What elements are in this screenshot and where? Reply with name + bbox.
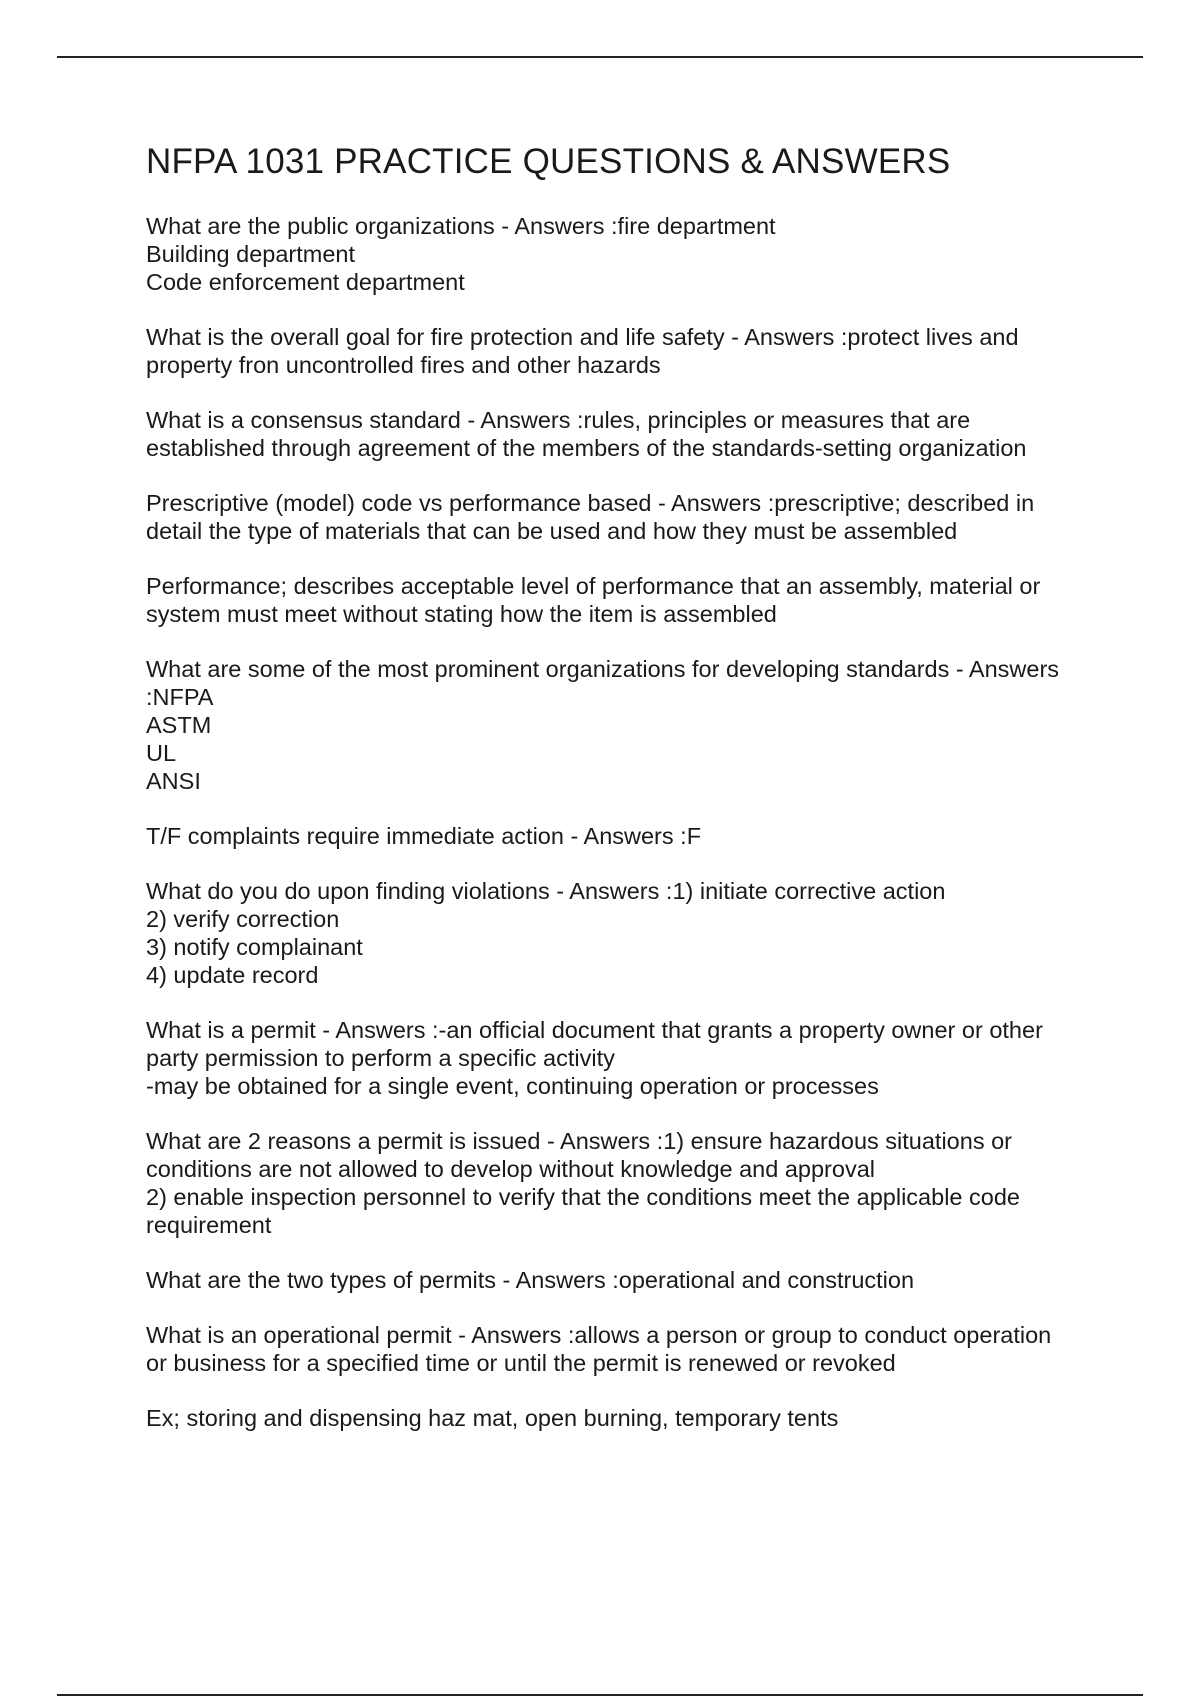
qa-line: property fron uncontrolled fires and other hazards xyxy=(146,352,661,378)
document-title: NFPA 1031 PRACTICE QUESTIONS & ANSWERS xyxy=(146,142,951,181)
qa-block xyxy=(146,406,1101,462)
qa-line: detail the type of materials that can be used and how they must be assembled xyxy=(146,518,958,544)
qa-line: requirement xyxy=(146,1212,272,1238)
qa-block xyxy=(146,1127,1101,1239)
qa-line: :NFPA xyxy=(146,684,214,710)
qa-line: What is the overall goal for fire protection and life safety - Answers :protect lives and xyxy=(146,324,1019,350)
qa-line: T/F complaints require immediate action - Answers :F xyxy=(146,823,702,849)
qa-line: system must meet without stating how the item is assembled xyxy=(146,601,777,627)
qa-block xyxy=(146,1321,1101,1377)
qa-line: 4) update record xyxy=(146,962,319,988)
qa-line: Building department xyxy=(146,241,356,267)
qa-block xyxy=(146,572,1101,628)
qa-block xyxy=(146,1016,1101,1100)
qa-line: What are 2 reasons a permit is issued - Answers :1) ensure hazardous situations or xyxy=(146,1128,1012,1154)
qa-line: What are the public organizations - Answers :fire department xyxy=(146,213,776,239)
qa-line: What are the two types of permits - Answers :operational and construction xyxy=(146,1267,915,1293)
qa-line: Code enforcement department xyxy=(146,269,465,295)
qa-block xyxy=(146,822,1101,850)
qa-line: What are some of the most prominent organizations for developing standards - Answers xyxy=(146,656,1060,682)
qa-line: 2) enable inspection personnel to verify that the conditions meet the applicable code xyxy=(146,1184,1020,1210)
qa-block xyxy=(146,1404,1101,1432)
qa-line: party permission to perform a specific activity xyxy=(146,1045,615,1071)
qa-line: or business for a specified time or until the permit is renewed or revoked xyxy=(146,1350,896,1376)
document-body xyxy=(146,140,1101,1459)
qa-line: UL xyxy=(146,740,177,766)
qa-line: established through agreement of the members of the standards-setting organization xyxy=(146,435,1027,461)
qa-line: 3) notify complainant xyxy=(146,934,363,960)
qa-block xyxy=(146,655,1101,795)
qa-line: Prescriptive (model) code vs performance based - Answers :prescriptive; described in xyxy=(146,490,1035,516)
qa-line: ANSI xyxy=(146,768,201,794)
qa-line: Ex; storing and dispensing haz mat, open burning, temporary tents xyxy=(146,1405,839,1431)
qa-line: Performance; describes acceptable level of performance that an assembly, material or xyxy=(146,573,1041,599)
qa-line: conditions are not allowed to develop without knowledge and approval xyxy=(146,1156,875,1182)
qa-line: 2) verify correction xyxy=(146,906,340,932)
qa-line: -may be obtained for a single event, continuing operation or processes xyxy=(146,1073,879,1099)
qa-line: What is an operational permit - Answers :allows a person or group to conduct operation xyxy=(146,1322,1052,1348)
bottom-divider xyxy=(57,1694,1143,1696)
qa-block xyxy=(146,489,1101,545)
qa-block xyxy=(146,877,1101,989)
qa-block xyxy=(146,1266,1101,1294)
qa-line: What is a consensus standard - Answers :rules, principles or measures that are xyxy=(146,407,971,433)
qa-line: ASTM xyxy=(146,712,212,738)
qa-line: What do you do upon finding violations - Answers :1) initiate corrective action xyxy=(146,878,946,904)
qa-line: What is a permit - Answers :-an official document that grants a property owner or other xyxy=(146,1017,1043,1043)
qa-block xyxy=(146,212,1101,296)
top-divider xyxy=(57,56,1143,58)
qa-block xyxy=(146,323,1101,379)
